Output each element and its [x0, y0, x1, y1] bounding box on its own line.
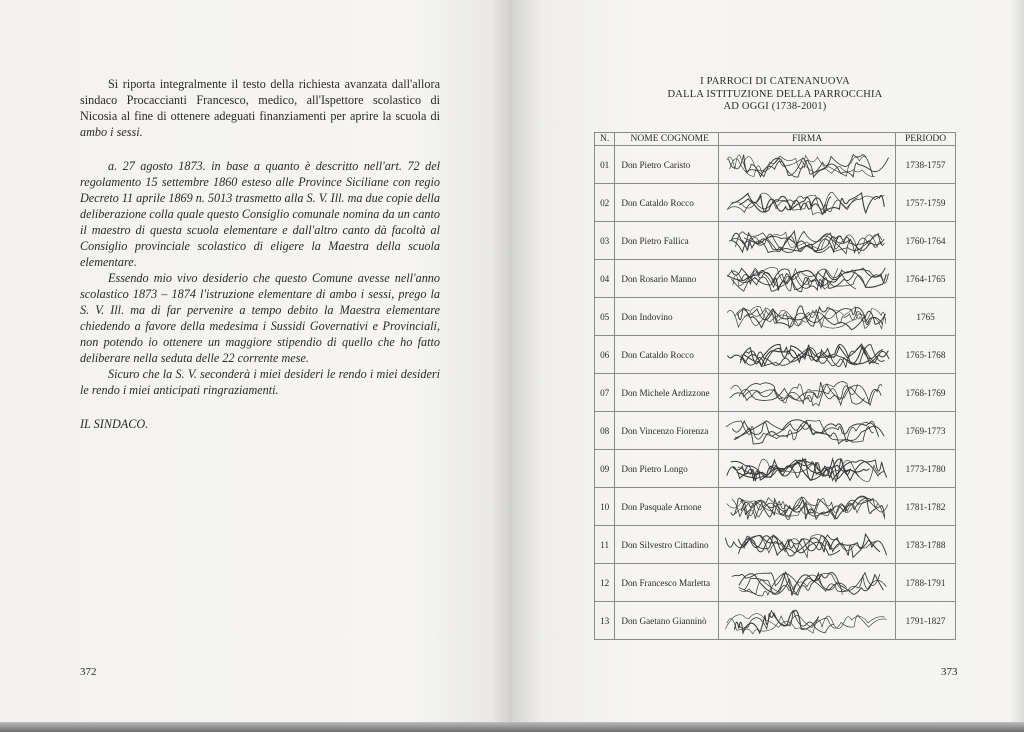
table-row	[595, 488, 956, 526]
left-page-text	[80, 76, 440, 432]
period: 1768-1769	[896, 374, 956, 412]
period: 1738-1757	[896, 146, 956, 184]
period: 1765-1768	[896, 336, 956, 374]
priest-name: Don Vincenzo Fiorenza	[615, 412, 719, 450]
priest-name: Don Gaetano Gianninò	[615, 602, 719, 640]
left-page	[0, 0, 512, 726]
priest-name: Don Cataldo Rocco	[615, 336, 719, 374]
parish-priests-table	[594, 132, 956, 640]
row-number: 12	[595, 564, 615, 602]
priest-name: Don Michele Ardizzone	[615, 374, 719, 412]
handwritten-signature	[719, 184, 895, 221]
table-header-row	[595, 133, 956, 146]
period: 1781-1782	[896, 488, 956, 526]
signature-stroke	[727, 155, 875, 177]
signature-cell	[719, 222, 896, 260]
handwritten-signature	[719, 602, 895, 639]
priest-name: Don Francesco Marletta	[615, 564, 719, 602]
row-number: 13	[595, 602, 615, 640]
signature-cell	[719, 298, 896, 336]
header-firma: FIRMA	[719, 133, 896, 146]
period: 1765	[896, 298, 956, 336]
signature-stroke	[726, 420, 876, 440]
row-number: 07	[595, 374, 615, 412]
period: 1764-1765	[896, 260, 956, 298]
table-row	[595, 336, 956, 374]
signature-cell	[719, 564, 896, 602]
signature-stroke	[729, 155, 889, 177]
handwritten-signature	[719, 336, 895, 373]
table-row	[595, 184, 956, 222]
row-number: 01	[595, 146, 615, 184]
handwritten-signature	[719, 298, 895, 335]
signature-stroke	[739, 384, 881, 406]
mayor-signature: IL SINDACO.	[80, 417, 149, 431]
row-number: 03	[595, 222, 615, 260]
period: 1769-1773	[896, 412, 956, 450]
handwritten-signature	[719, 412, 895, 449]
handwritten-signature	[719, 564, 895, 601]
signature-cell	[719, 488, 896, 526]
header-name: NOME COGNOME	[615, 133, 719, 146]
signature-cell	[719, 374, 896, 412]
table-title	[594, 76, 956, 114]
letter-paragraph: Essendo mio vivo desiderio che questo Comune avesse nell'anno scolastico 1873 – 1874 l'istruzione elementare di ambo i sessi, prego la S. V. Ill. ma di far pervenire a tempo debito la Maestra elementare chiedendo a favore della medesima i Sussidi Governativi e Provinciali, non potendo io ottenere un maggiore stipendio di quello che ho fatto deliberare nella seduta delle 22 corrente mese.	[80, 271, 440, 365]
table-row	[595, 412, 956, 450]
table-body	[595, 146, 956, 640]
handwritten-signature	[719, 260, 895, 297]
intro-text: Si riporta integralmente il testo della richiesta avanzata dall'allora sindaco Procaccianti Francesco, medico, all'Ispettore scolastico di Nicosia al fine di ottenere adeguati finanziamenti per aprire la scuola di	[80, 77, 440, 123]
table-row	[595, 222, 956, 260]
letter-block	[80, 158, 440, 398]
signature-cell	[719, 336, 896, 374]
header-periodo: PERIODO	[896, 133, 956, 146]
table-row	[595, 260, 956, 298]
intro-paragraph	[80, 76, 440, 140]
handwritten-signature	[719, 450, 895, 487]
row-number: 06	[595, 336, 615, 374]
row-number: 10	[595, 488, 615, 526]
signature-stroke	[735, 610, 819, 633]
row-number: 02	[595, 184, 615, 222]
table-row	[595, 526, 956, 564]
signature-stroke	[735, 421, 879, 444]
signature-cell	[719, 450, 896, 488]
signature-cell	[719, 260, 896, 298]
signature-stroke	[736, 232, 885, 253]
signature-stroke	[739, 572, 883, 596]
handwritten-signature	[719, 374, 895, 411]
signature-cell	[719, 526, 896, 564]
period: 1773-1780	[896, 450, 956, 488]
priest-name: Don Pietro Fallica	[615, 222, 719, 260]
intro-italic-text: ambo i sessi.	[80, 125, 143, 139]
period: 1788-1791	[896, 564, 956, 602]
signature-cell	[719, 602, 896, 640]
table-row	[595, 374, 956, 412]
row-number: 11	[595, 526, 615, 564]
title-line: AD OGGI (1738-2001)	[723, 101, 827, 112]
row-number: 05	[595, 298, 615, 336]
row-number: 04	[595, 260, 615, 298]
letter-paragraph: a. 27 agosto 1873. in base a quanto è descritto nell'art. 72 del regolamento 15 settembre 1860 esteso alle Province Siciliane con regio Decreto 11 aprile 1869 n. 5013 trasmetto alla S. V. Ill. ma due copie della deliberazione colla quale questo Consiglio comunale nomina da un canto il maestro di questa scuola elementare e dall'altro canto dà facoltà al Consiglio provinciale scolastico di eligere la Maestra della scuola elementare.	[80, 159, 440, 269]
letter-paragraph: Sicuro che la S. V. seconderà i miei desideri le rendo i miei desideri le rendo i miei anticipati ringraziamenti.	[80, 367, 440, 397]
priest-name: Don Cataldo Rocco	[615, 184, 719, 222]
header-n: N.	[595, 133, 615, 146]
priest-name: Don Rosario Manno	[615, 260, 719, 298]
title-line: I PARROCI DI CATENANUOVA	[700, 76, 850, 87]
table-row	[595, 564, 956, 602]
signature-stroke	[740, 610, 834, 633]
signature-cell	[719, 146, 896, 184]
priest-name: Don Pietro Longo	[615, 450, 719, 488]
handwritten-signature	[719, 526, 895, 563]
table-row	[595, 146, 956, 184]
priest-name: Don Pietro Caristo	[615, 146, 719, 184]
title-line: DALLA ISTITUZIONE DELLA PARROCCHIA	[667, 88, 883, 100]
priest-name: Don Indovino	[615, 298, 719, 336]
priest-name: Don Pasquale Arnone	[615, 488, 719, 526]
period: 1760-1764	[896, 222, 956, 260]
row-number: 08	[595, 412, 615, 450]
table-row	[595, 298, 956, 336]
handwritten-signature	[719, 222, 895, 259]
table-row	[595, 450, 956, 488]
page-number-left: 372	[80, 666, 97, 678]
page-number-right: 373	[941, 666, 958, 678]
page-edge-shadow	[1010, 0, 1024, 726]
scan-bottom-edge	[0, 722, 1024, 732]
signature-cell	[719, 184, 896, 222]
table-row	[595, 602, 956, 640]
priest-name: Don Silvestro Cittadino	[615, 526, 719, 564]
signature-cell	[719, 412, 896, 450]
period: 1791-1827	[896, 602, 956, 640]
row-number: 09	[595, 450, 615, 488]
handwritten-signature	[719, 146, 895, 183]
period: 1757-1759	[896, 184, 956, 222]
signature-stroke	[735, 420, 884, 442]
handwritten-signature	[719, 488, 895, 525]
period: 1783-1788	[896, 526, 956, 564]
